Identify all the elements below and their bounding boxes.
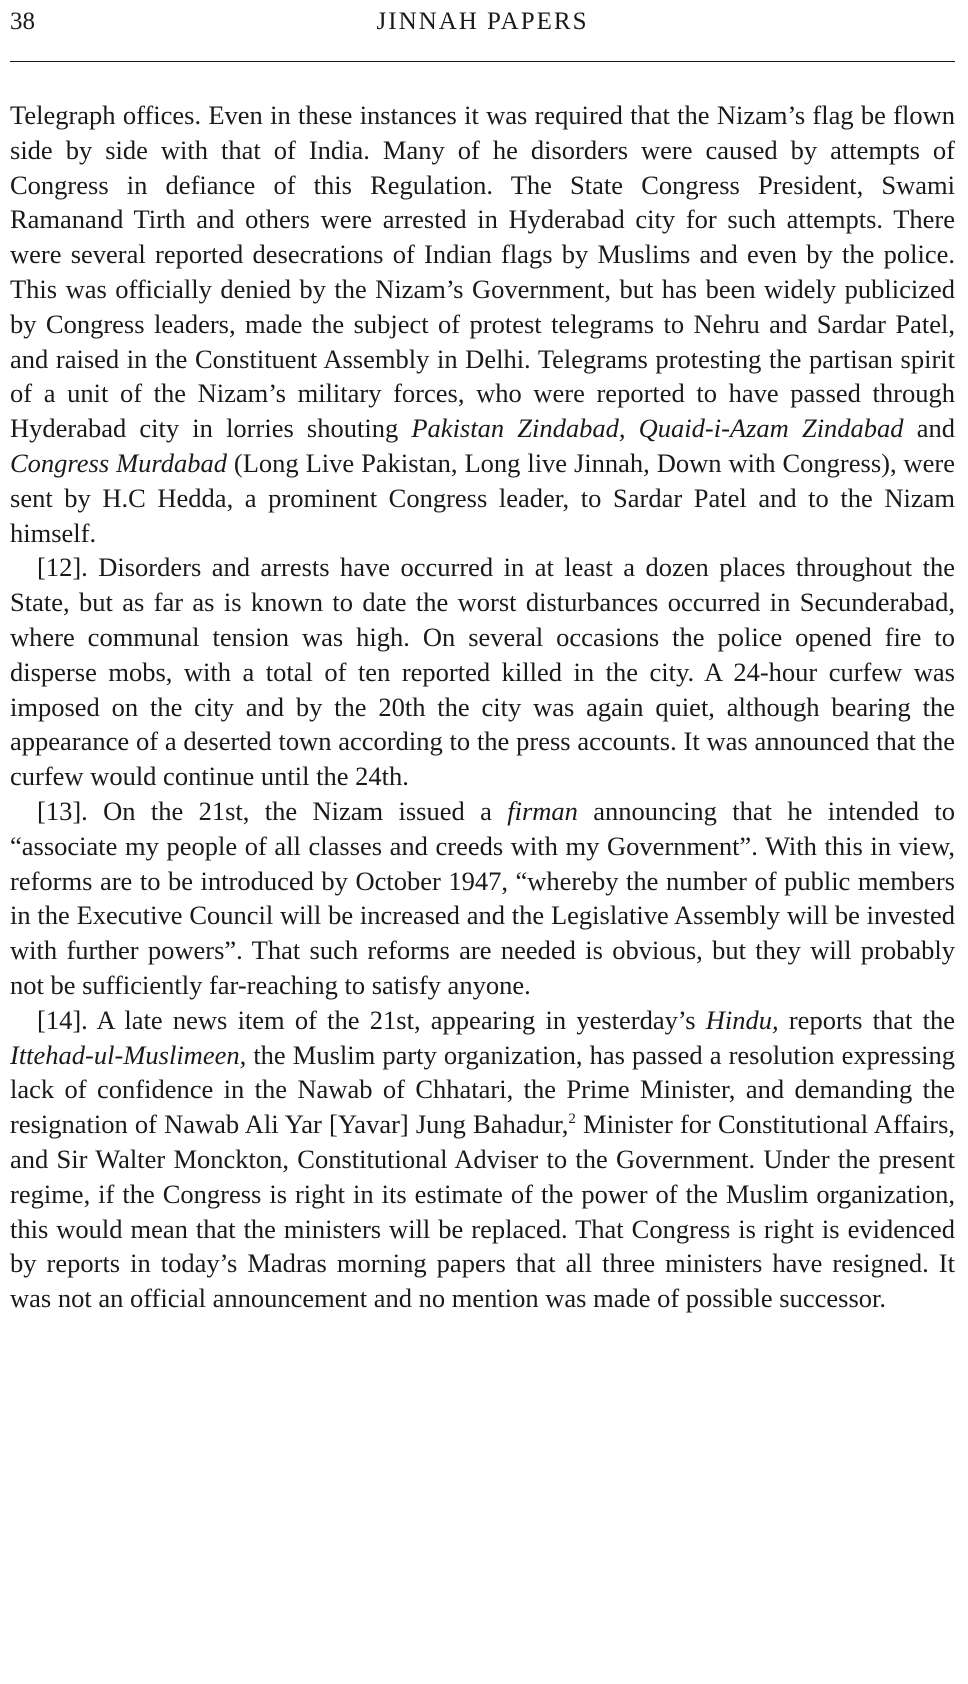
running-title: JINNAH PAPERS	[376, 8, 589, 35]
italic-segment: firman	[507, 795, 578, 826]
text-segment: announcing that he intended to “associate my people of all classes and creeds with my Government”. With this in view, reforms are to be introduced by October 1947, “whereby the number of public members in the Executive Council will be increased and the Legislative Assembly will be invested with further powers”. That such reforms are needed is obvious, but they will probably not be sufficiently far-reaching to satisfy anyone.	[10, 795, 955, 1000]
footnote-marker: 2	[568, 1111, 576, 1128]
text-segment: Telegraph offices. Even in these instances it was required that the Nizam’s flag be flown side by side with that of India. Many of he disorders were caused by attempts of Congress in defiance of this Regulation. The State Congress President, Swami Ramanand Tirth and others were arrested in Hyderabad city for such attempts. There were several reported desecrations of Indian flags by Muslims and even by the police. This was officially denied by the Nizam’s Government, but has been widely publicized by Congress leaders, made the subject of protest telegrams to Nehru and Sardar Patel, and raised in the Constituent Assembly in Delhi. Telegrams protesting the partisan spirit of a unit of the Nizam’s military forces, who were reported to have passed through Hyderabad city in lorries shouting	[10, 100, 955, 444]
body-text	[10, 98, 955, 1316]
page-header	[10, 8, 955, 52]
text-segment: [13]. On the 21st, the Nizam issued a	[37, 795, 508, 826]
paragraph-continued	[10, 98, 955, 550]
paragraph-12	[10, 550, 955, 794]
text-segment: (Long Live Pakistan, Long live Jinnah, Down with Congress), were sent by H.C Hedda, a prominent Congress leader, to Sardar Patel and to the Nizam himself.	[10, 447, 955, 548]
header-rule	[10, 61, 955, 62]
text-segment: the Muslim party organization, has passed a resolution expressing lack of confidence in the Nawab of Chhatari, the Prime Minister, and demanding the resignation of Nawab Ali Yar [Yavar] Jung Bahadur,	[10, 1039, 955, 1140]
text-segment: reports that the	[778, 1004, 955, 1035]
paragraph-13	[10, 794, 955, 1003]
text-segment: and	[903, 413, 955, 444]
text-segment: [14]. A late news item of the 21st, appearing in yesterday’s	[37, 1004, 706, 1035]
text-segment: Minister for Constitutional Affairs, and Sir Walter Monckton, Constitutional Adviser to the Government. Under the present regime, if the Congress is right in its estimate of the power of the Muslim organization, this would mean that the ministers will be replaced. That Congress is right is evidenced by reports in today’s Madras morning papers that all three ministers have resigned. It was not an official announcement and no mention was made of possible successor.	[10, 1109, 956, 1314]
paragraph-14	[10, 1003, 955, 1316]
italic-segment: Congress Murdabad	[10, 447, 227, 478]
page-number: 38	[10, 8, 35, 35]
text-segment: [12]. Disorders and arrests have occurred in at least a dozen places throughout the State, but as far as is known to date the worst disturbances occurred in Secunderabad, where communal tension was high. On several occasions the police opened fire to disperse mobs, with a total of ten reported killed in the city. A 24-hour curfew was imposed on the city and by the 20th the city was again quiet, although bearing the appearance of a deserted town according to the press accounts. It was announced that the curfew would continue until the 24th.	[10, 552, 955, 792]
italic-segment: Ittehad-ul-Muslimeen,	[10, 1039, 247, 1070]
italic-segment: Hindu,	[705, 1004, 779, 1035]
italic-segment: Pakistan Zindabad, Quaid-i-Azam Zindabad	[411, 413, 904, 444]
